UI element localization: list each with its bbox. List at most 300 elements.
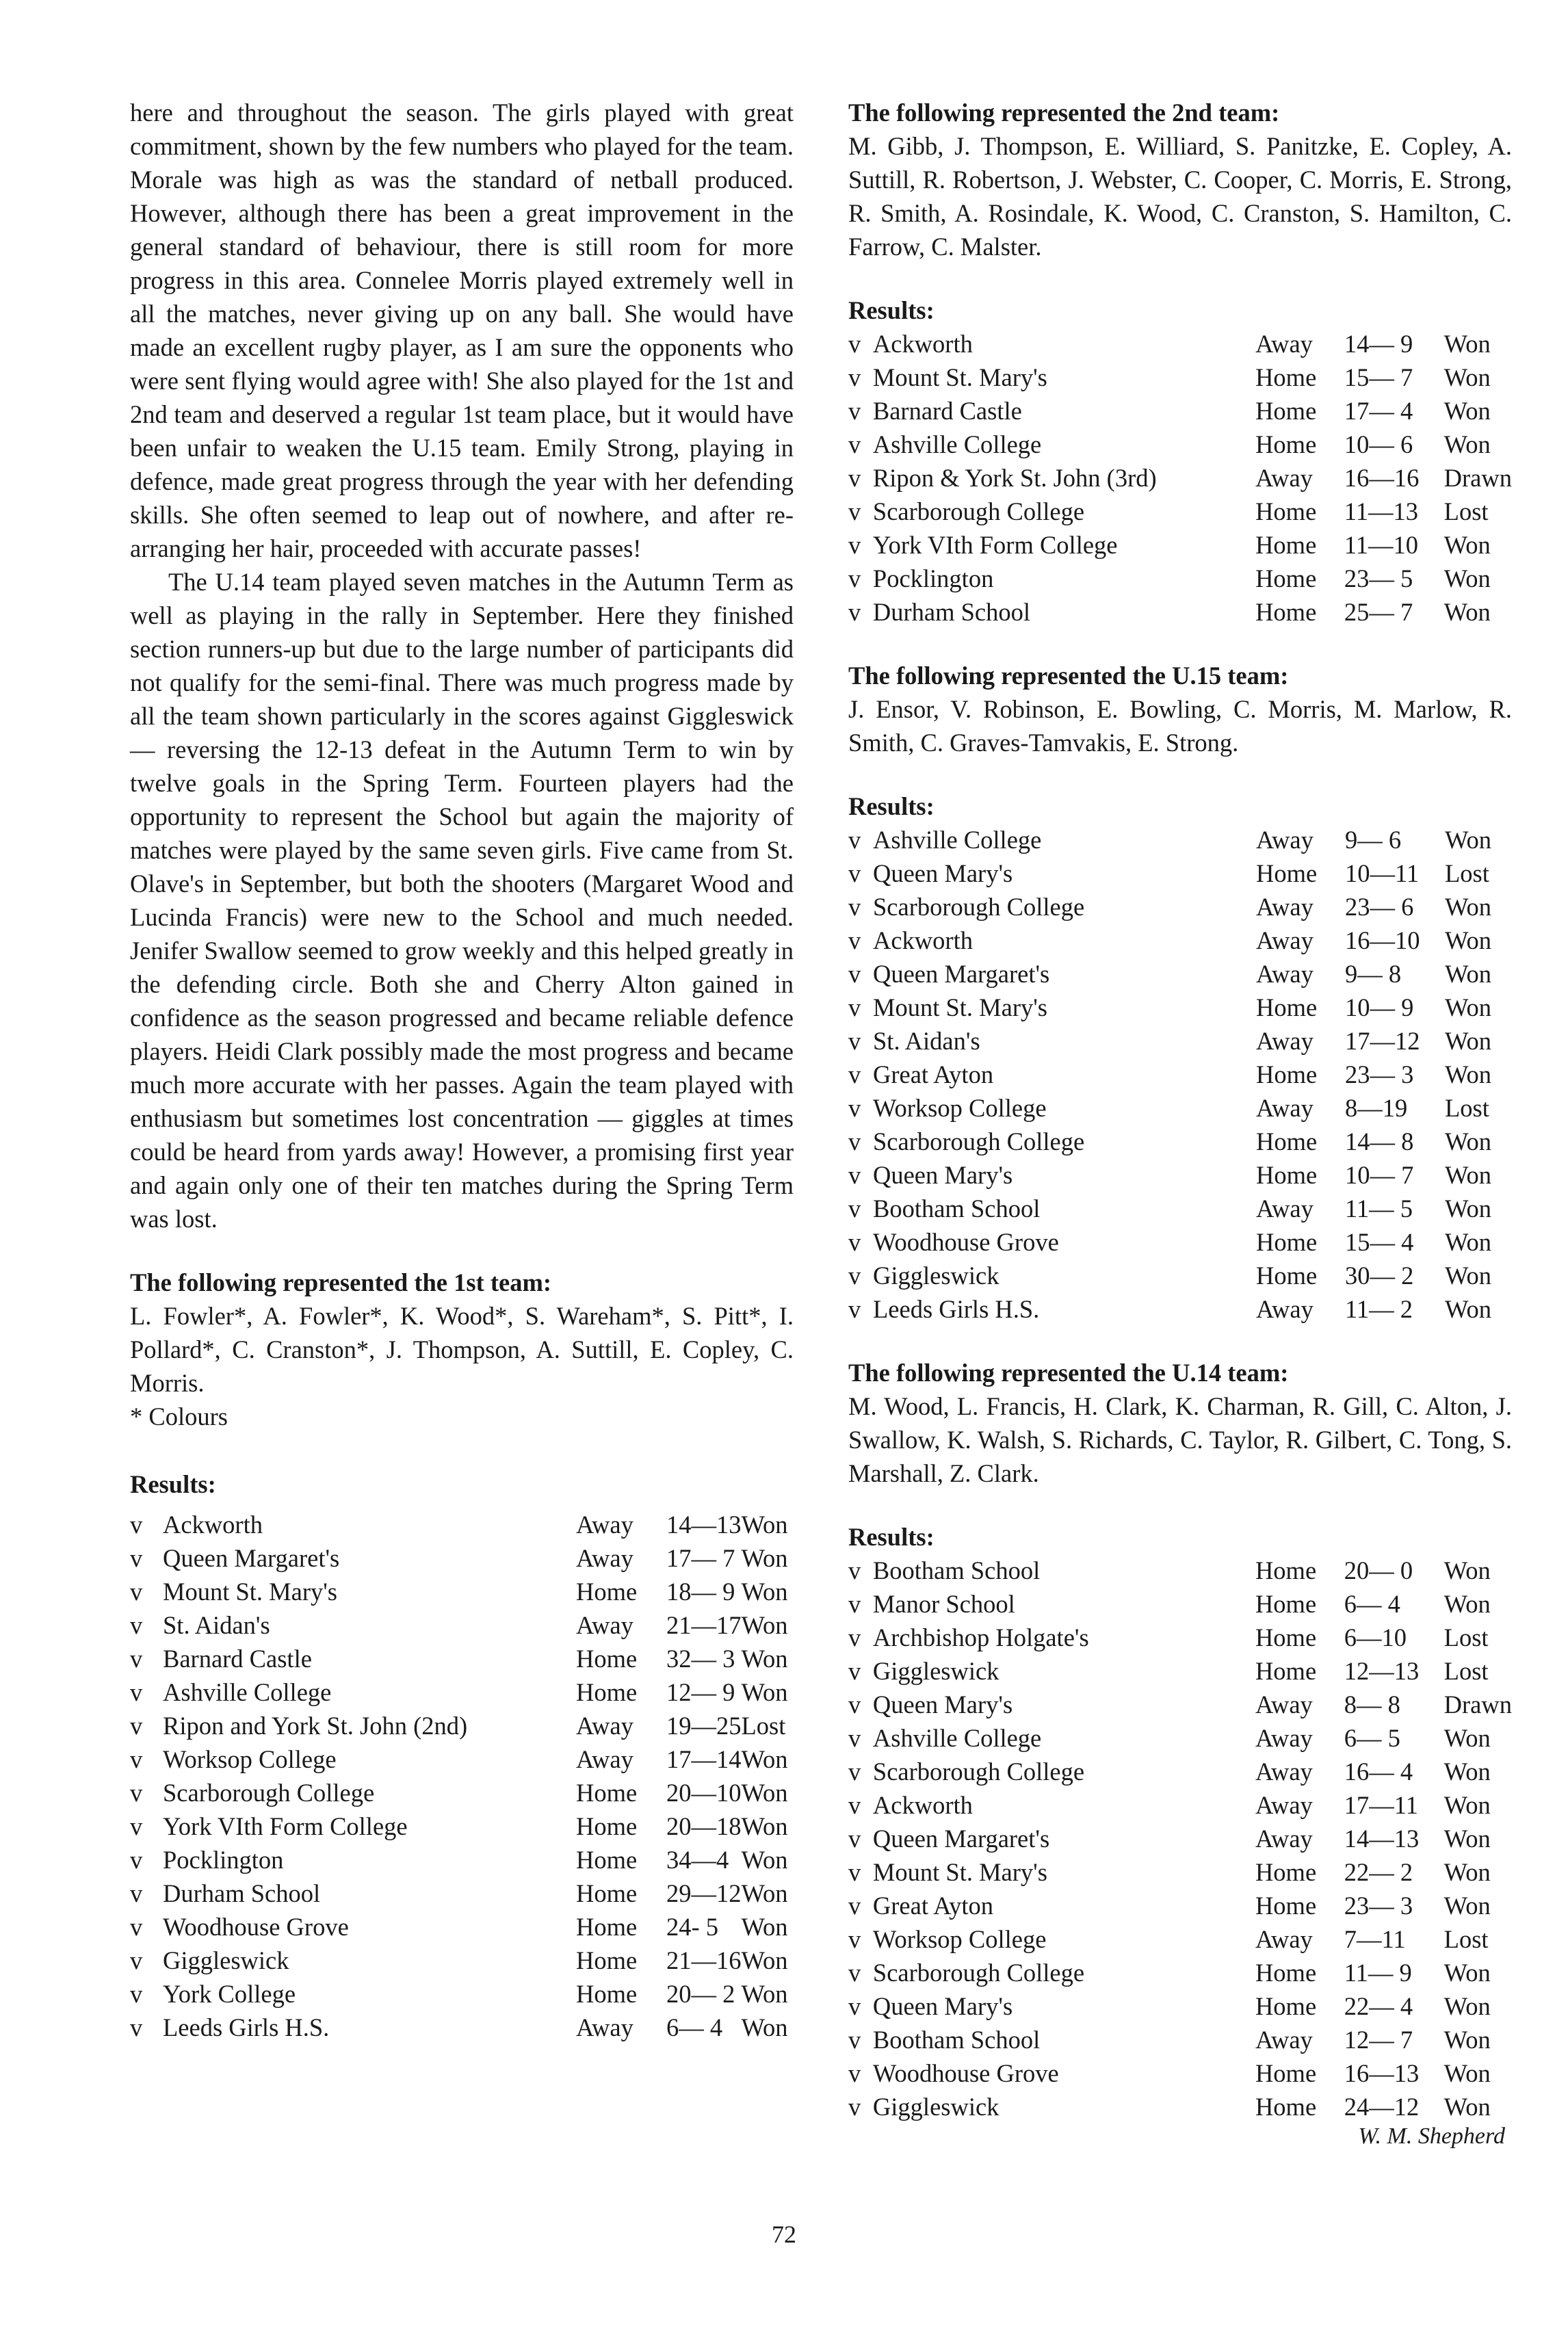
match-venue: Away	[1255, 1724, 1313, 1752]
match-result: Won	[1443, 1858, 1491, 1886]
match-score: 18— 9	[666, 1578, 735, 1606]
result-row	[848, 2023, 1512, 2056]
match-score: 15— 7	[1344, 363, 1413, 391]
match-venue: Home	[576, 1980, 638, 2008]
versus-marker: v	[848, 1724, 861, 1752]
opponent-name: Ackworth	[873, 926, 973, 954]
match-venue: Away	[1256, 1027, 1314, 1055]
result-row	[848, 1654, 1512, 1688]
versus-marker: v	[848, 893, 861, 921]
match-result: Won	[1443, 363, 1491, 391]
result-row	[130, 1843, 788, 1877]
match-result: Won	[741, 1544, 788, 1572]
versus-marker: v	[848, 993, 861, 1021]
opponent-name: Mount St. Mary's	[873, 993, 1048, 1021]
result-row	[848, 823, 1491, 857]
author-signature: W. M. Shepherd	[1358, 2124, 1505, 2149]
match-venue: Away	[1256, 1295, 1314, 1323]
versus-marker: v	[848, 1690, 861, 1719]
match-result: Drawn	[1443, 1690, 1512, 1719]
versus-marker: v	[130, 1946, 143, 1974]
result-row	[848, 1922, 1512, 1956]
match-result: Won	[741, 1812, 788, 1840]
opponent-name: Worksop College	[873, 1094, 1047, 1122]
match-score: 24—12	[1344, 2093, 1420, 2121]
match-venue: Home	[1255, 1858, 1317, 1886]
second-team-names: M. Gibb, J. Thompson, E. Williard, S. Panitzke, E. Copley, A. Suttill, R. Robertson, J. Webster, C. Cooper, C. Morris, E. Strong, R. Smith, A. Rosindale, K. Wood, C. Cranston, S. Hamilton, C. Farrow, C. Malster.	[848, 132, 1512, 261]
result-row	[130, 1575, 788, 1608]
result-row	[848, 428, 1512, 461]
opponent-name: Leeds Girls H.S.	[163, 2013, 330, 2041]
result-row	[848, 1058, 1491, 1091]
match-score: 29—12	[666, 1879, 742, 1907]
match-result: Won	[1445, 1228, 1492, 1256]
match-score: 10—11	[1345, 859, 1420, 887]
match-venue: Away	[576, 1611, 633, 1639]
versus-marker: v	[130, 1913, 143, 1941]
first-team-results-table	[130, 1508, 788, 2044]
match-score: 23— 5	[1344, 564, 1413, 592]
match-venue: Home	[1255, 2093, 1317, 2121]
match-score: 7—11	[1344, 1925, 1406, 1953]
match-score: 14— 9	[1344, 330, 1413, 358]
second-team-heading: The following represented the 2nd team:	[848, 99, 1280, 127]
match-venue: Away	[576, 1745, 633, 1773]
versus-marker: v	[848, 1623, 861, 1651]
match-venue: Home	[1256, 859, 1318, 887]
result-row	[848, 1788, 1512, 1822]
match-venue: Away	[1255, 1825, 1313, 1853]
versus-marker: v	[848, 960, 861, 988]
result-row	[848, 1822, 1512, 1855]
match-venue: Away	[576, 1511, 633, 1539]
match-result: Lost	[1445, 1094, 1489, 1122]
paragraph-u15-report: here and throughout the season. The girls played with great commitment, shown by the few numbers who played for the team. Morale was high as was the standard of netball produced. However, although there has been a great improvement in the general standard of behaviour, there is still room for more progress in this area. Connelee Morris played extremely well in all the matches, never giving up on any ball. She would have made an excellent rugby player, as I am sure the opponents who were sent flying would agree with! She also played for the 1st and 2nd team and deserved a regular 1st team place, but it would have been unfair to weaken the U.15 team. Emily Strong, playing in defence, made great progress through the year with her defending skills. She often seemed to leap out of nowhere, and after re-arranging her hair, proceeded with accurate passes!	[130, 99, 794, 562]
versus-marker: v	[848, 2059, 861, 2087]
versus-marker: v	[848, 2026, 861, 2054]
opponent-name: Ashville College	[872, 1724, 1042, 1752]
match-result: Lost	[1443, 1657, 1489, 1685]
versus-marker: v	[130, 1980, 143, 2008]
match-result: Drawn	[1443, 464, 1512, 492]
u15-team-names: J. Ensor, V. Robinson, E. Bowling, C. Morris, M. Marlow, R. Smith, C. Graves-Tamvakis, E. Strong.	[848, 695, 1512, 757]
match-result: Lost	[1443, 1623, 1489, 1651]
result-row	[130, 1877, 788, 1910]
match-result: Won	[1443, 598, 1491, 626]
u15-results-title: Results:	[848, 792, 935, 820]
opponent-name: Giggleswick	[872, 2093, 999, 2121]
match-score: 17—14	[666, 1745, 742, 1773]
match-venue: Home	[1255, 1590, 1317, 1618]
match-venue: Home	[1255, 564, 1317, 592]
match-score: 9— 8	[1345, 960, 1402, 988]
match-result: Won	[1445, 893, 1492, 921]
match-score: 16—16	[1344, 464, 1420, 492]
versus-marker: v	[848, 1161, 861, 1189]
match-venue: Home	[1256, 1161, 1318, 1189]
match-result: Won	[741, 2013, 788, 2041]
versus-marker: v	[130, 1745, 143, 1773]
match-score: 11— 9	[1344, 1959, 1412, 1987]
versus-marker: v	[848, 1892, 861, 1920]
match-venue: Away	[576, 1712, 633, 1740]
match-score: 30— 2	[1345, 1262, 1414, 1290]
match-result: Won	[1443, 1992, 1491, 2020]
opponent-name: Woodhouse Grove	[872, 2059, 1059, 2087]
match-result: Won	[741, 1645, 788, 1673]
versus-marker: v	[130, 1779, 143, 1807]
match-score: 17— 4	[1344, 397, 1413, 425]
match-score: 10— 9	[1345, 993, 1414, 1021]
match-venue: Home	[1255, 497, 1317, 525]
first-team-names: L. Fowler*, A. Fowler*, K. Wood*, S. Wareham*, S. Pitt*, I. Pollard*, C. Cranston*, J. Thompson, A. Suttill, E. Copley, C. Morris.	[130, 1302, 794, 1397]
match-score: 21—17	[666, 1611, 742, 1639]
match-result: Won	[1445, 960, 1492, 988]
opponent-name: York VIth Form College	[163, 1812, 408, 1840]
opponent-name: Ackworth	[872, 330, 973, 358]
versus-marker: v	[848, 464, 861, 492]
match-venue: Home	[1255, 363, 1317, 391]
match-score: 34—4	[666, 1846, 729, 1874]
match-score: 20— 2	[666, 1980, 735, 2008]
opponent-name: Durham School	[872, 598, 1031, 626]
match-venue: Away	[1256, 926, 1314, 954]
versus-marker: v	[130, 1812, 143, 1840]
u14-results-table	[848, 1554, 1512, 2124]
match-result: Won	[1445, 993, 1492, 1021]
opponent-name: York VIth Form College	[872, 531, 1118, 559]
match-score: 8— 8	[1344, 1690, 1400, 1719]
result-row	[848, 1855, 1512, 1889]
versus-marker: v	[848, 531, 861, 559]
match-result: Lost	[1445, 859, 1489, 887]
match-score: 10— 6	[1344, 430, 1413, 458]
match-score: 17—12	[1345, 1027, 1420, 1055]
page-number: 72	[772, 2221, 796, 2248]
colours-note: * Colours	[130, 1402, 228, 1430]
match-score: 14— 8	[1345, 1127, 1414, 1155]
match-score: 6— 4	[666, 2013, 723, 2041]
result-row	[130, 1675, 788, 1709]
result-row	[130, 1642, 788, 1675]
result-row	[130, 1742, 788, 1776]
match-score: 14—13	[1344, 1825, 1420, 1853]
result-row	[130, 1508, 788, 1541]
result-row	[848, 957, 1491, 991]
match-venue: Away	[1255, 2026, 1313, 2054]
result-row	[130, 1776, 788, 1809]
opponent-name: York College	[163, 1980, 296, 2008]
versus-marker: v	[848, 1757, 861, 1786]
match-score: 23— 3	[1344, 1892, 1413, 1920]
result-row	[848, 1158, 1491, 1192]
match-venue: Home	[576, 1913, 638, 1941]
match-score: 11—13	[1344, 497, 1418, 525]
result-row	[848, 890, 1491, 924]
versus-marker: v	[848, 1657, 861, 1685]
match-result: Won	[1443, 2059, 1491, 2087]
opponent-name: Archbishop Holgate's	[872, 1623, 1089, 1651]
versus-marker: v	[848, 1992, 861, 2020]
match-result: Won	[1445, 1262, 1492, 1290]
result-row	[848, 461, 1512, 495]
result-row	[848, 1292, 1491, 1326]
opponent-name: Woodhouse Grove	[873, 1228, 1059, 1256]
opponent-name: Bootham School	[873, 1194, 1041, 1223]
match-score: 6— 5	[1344, 1724, 1400, 1752]
result-row	[848, 2056, 1512, 2090]
versus-marker: v	[848, 397, 861, 425]
match-score: 6— 4	[1344, 1590, 1400, 1618]
result-row	[848, 1621, 1512, 1654]
match-result: Won	[1443, 1959, 1491, 1987]
opponent-name: Giggleswick	[873, 1262, 999, 1290]
match-venue: Away	[1255, 1757, 1313, 1786]
result-row	[848, 1989, 1512, 2023]
opponent-name: Durham School	[163, 1879, 321, 1907]
match-result: Won	[1445, 1194, 1492, 1223]
u14-results-title: Results:	[848, 1523, 935, 1551]
versus-marker: v	[848, 1060, 861, 1088]
versus-marker: v	[130, 1712, 143, 1740]
match-result: Won	[741, 1946, 788, 1974]
match-result: Won	[1445, 1161, 1492, 1189]
match-venue: Away	[1256, 960, 1314, 988]
match-result: Won	[1443, 1892, 1491, 1920]
match-score: 24- 5	[666, 1913, 719, 1941]
match-venue: Home	[1255, 1959, 1317, 1987]
opponent-name: St. Aidan's	[873, 1027, 980, 1055]
versus-marker: v	[130, 1611, 143, 1639]
result-row	[130, 1709, 788, 1742]
match-venue: Away	[1255, 330, 1313, 358]
opponent-name: Ripon and York St. John (2nd)	[163, 1712, 468, 1740]
result-row	[848, 1225, 1491, 1259]
match-score: 21—16	[666, 1946, 742, 1974]
match-result: Lost	[1443, 1925, 1489, 1953]
first-team-results-title: Results:	[130, 1470, 216, 1498]
opponent-name: Mount St. Mary's	[872, 1858, 1047, 1886]
match-score: 6—10	[1344, 1623, 1407, 1651]
result-row	[848, 1192, 1491, 1225]
match-venue: Home	[576, 1946, 638, 1974]
match-result: Won	[1445, 1295, 1492, 1323]
match-score: 22— 2	[1344, 1858, 1413, 1886]
opponent-name: Woodhouse Grove	[163, 1913, 349, 1941]
opponent-name: Queen Margaret's	[163, 1544, 340, 1572]
opponent-name: Great Ayton	[873, 1060, 994, 1088]
versus-marker: v	[848, 1094, 861, 1122]
match-result: Won	[741, 1678, 788, 1706]
match-result: Won	[1445, 826, 1492, 854]
match-venue: Away	[576, 2013, 633, 2041]
match-score: 16—13	[1344, 2059, 1420, 2087]
versus-marker: v	[130, 1879, 143, 1907]
opponent-name: Scarborough College	[873, 893, 1085, 921]
result-row	[848, 327, 1512, 361]
versus-marker: v	[848, 1791, 861, 1819]
opponent-name: Giggleswick	[163, 1946, 289, 1974]
result-row	[848, 991, 1491, 1024]
u14-team-names: M. Wood, L. Francis, H. Clark, K. Charman, R. Gill, C. Alton, J. Swallow, K. Walsh, S. Richards, C. Taylor, R. Gilbert, C. Tong, S. Marshall, Z. Clark.	[848, 1392, 1512, 1487]
versus-marker: v	[848, 1556, 861, 1584]
match-score: 11— 5	[1345, 1194, 1413, 1223]
match-venue: Away	[1256, 893, 1314, 921]
match-venue: Home	[576, 1779, 638, 1807]
result-row	[130, 1809, 788, 1843]
opponent-name: Great Ayton	[872, 1892, 993, 1920]
match-venue: Away	[1256, 1094, 1314, 1122]
opponent-name: Scarborough College	[872, 1757, 1085, 1786]
opponent-name: Barnard Castle	[872, 397, 1022, 425]
opponent-name: Ashville College	[163, 1678, 332, 1706]
match-result: Won	[1445, 1127, 1492, 1155]
match-venue: Home	[1256, 1262, 1318, 1290]
match-score: 19—25	[666, 1712, 742, 1740]
versus-marker: v	[848, 363, 861, 391]
match-result: Won	[1443, 2026, 1491, 2054]
match-result: Lost	[1443, 497, 1489, 525]
result-row	[848, 1125, 1491, 1158]
opponent-name: Ashville College	[873, 826, 1042, 854]
versus-marker: v	[848, 1228, 861, 1256]
versus-marker: v	[130, 1846, 143, 1874]
match-score: 8—19	[1345, 1094, 1408, 1122]
opponent-name: Manor School	[872, 1590, 1015, 1618]
match-venue: Home	[1255, 1657, 1317, 1685]
match-result: Won	[741, 1846, 788, 1874]
match-venue: Home	[576, 1846, 638, 1874]
opponent-name: Queen Margaret's	[872, 1825, 1050, 1853]
result-row	[848, 1024, 1491, 1058]
left-column	[130, 96, 794, 2044]
match-venue: Home	[1255, 1892, 1317, 1920]
versus-marker: v	[848, 564, 861, 592]
versus-marker: v	[848, 859, 861, 887]
second-team-results-title: Results:	[848, 296, 935, 324]
match-result: Won	[1443, 397, 1491, 425]
match-venue: Away	[1255, 1925, 1313, 1953]
opponent-name: Leeds Girls H.S.	[873, 1295, 1040, 1323]
match-venue: Home	[576, 1678, 638, 1706]
match-result: Won	[1443, 1590, 1491, 1618]
opponent-name: Queen Mary's	[873, 1161, 1013, 1189]
opponent-name: Pocklington	[872, 564, 994, 592]
match-result: Lost	[741, 1712, 786, 1740]
result-row	[848, 1259, 1491, 1292]
match-venue: Home	[1255, 397, 1317, 425]
opponent-name: Queen Mary's	[872, 1992, 1013, 2020]
match-venue: Away	[1255, 1791, 1313, 1819]
match-venue: Home	[1255, 1623, 1317, 1651]
match-venue: Home	[1255, 1556, 1317, 1584]
versus-marker: v	[848, 926, 861, 954]
versus-marker: v	[130, 1544, 143, 1572]
match-score: 12— 9	[666, 1678, 735, 1706]
match-result: Won	[1445, 926, 1492, 954]
match-result: Won	[1443, 1825, 1491, 1853]
right-column	[848, 96, 1512, 2149]
opponent-name: Worksop College	[872, 1925, 1047, 1953]
result-row	[848, 595, 1512, 629]
match-score: 20—10	[666, 1779, 742, 1807]
opponent-name: Queen Mary's	[873, 859, 1013, 887]
opponent-name: Barnard Castle	[163, 1645, 312, 1673]
match-venue: Away	[1255, 1690, 1313, 1719]
match-score: 23— 3	[1345, 1060, 1414, 1088]
versus-marker: v	[848, 2093, 861, 2121]
versus-marker: v	[848, 1925, 861, 1953]
match-result: Won	[1443, 1556, 1491, 1584]
result-row	[130, 2011, 788, 2044]
match-venue: Home	[576, 1578, 638, 1606]
match-venue: Home	[1255, 2059, 1317, 2087]
match-score: 10— 7	[1345, 1161, 1414, 1189]
match-result: Won	[1443, 1791, 1491, 1819]
versus-marker: v	[130, 1645, 143, 1673]
match-score: 17— 7	[666, 1544, 735, 1572]
opponent-name: Pocklington	[163, 1846, 284, 1874]
result-row	[848, 1956, 1512, 1989]
match-result: Won	[741, 1745, 788, 1773]
opponent-name: Scarborough College	[872, 497, 1085, 525]
versus-marker: v	[848, 598, 861, 626]
match-score: 20—18	[666, 1812, 742, 1840]
u14-team-heading: The following represented the U.14 team:	[848, 1359, 1289, 1387]
match-score: 15— 4	[1345, 1228, 1414, 1256]
second-team-results-table	[848, 327, 1512, 629]
opponent-name: Scarborough College	[873, 1127, 1085, 1155]
match-score: 17—11	[1344, 1791, 1418, 1819]
match-score: 23— 6	[1345, 893, 1414, 921]
match-venue: Home	[1256, 1060, 1318, 1088]
match-result: Won	[1443, 330, 1491, 358]
result-row	[848, 1688, 1512, 1721]
match-venue: Home	[1255, 598, 1317, 626]
match-score: 16—10	[1345, 926, 1420, 954]
result-row	[848, 924, 1491, 957]
match-venue: Home	[576, 1812, 638, 1840]
result-row	[848, 1554, 1512, 1587]
result-row	[130, 1541, 788, 1575]
opponent-name: Bootham School	[872, 2026, 1041, 2054]
versus-marker: v	[848, 1027, 861, 1055]
opponent-name: Bootham School	[872, 1556, 1041, 1584]
match-venue: Home	[1255, 430, 1317, 458]
match-venue: Home	[1255, 1992, 1317, 2020]
match-result: Won	[1443, 430, 1491, 458]
opponent-name: Queen Margaret's	[873, 960, 1050, 988]
opponent-name: Queen Mary's	[872, 1690, 1013, 1719]
match-venue: Home	[1255, 531, 1317, 559]
match-venue: Away	[1256, 1194, 1314, 1223]
opponent-name: Scarborough College	[872, 1959, 1085, 1987]
match-result: Won	[741, 1611, 788, 1639]
match-result: Won	[741, 1980, 788, 2008]
match-score: 25— 7	[1344, 598, 1413, 626]
versus-marker: v	[848, 1262, 861, 1290]
versus-marker: v	[848, 497, 861, 525]
match-score: 16— 4	[1344, 1757, 1413, 1786]
versus-marker: v	[848, 1127, 861, 1155]
match-venue: Away	[576, 1544, 633, 1572]
result-row	[130, 1977, 788, 2011]
match-venue: Home	[1256, 1228, 1318, 1256]
match-result: Won	[1443, 531, 1491, 559]
match-result: Won	[1445, 1060, 1492, 1088]
result-row	[130, 1910, 788, 1944]
match-result: Won	[741, 1779, 788, 1807]
